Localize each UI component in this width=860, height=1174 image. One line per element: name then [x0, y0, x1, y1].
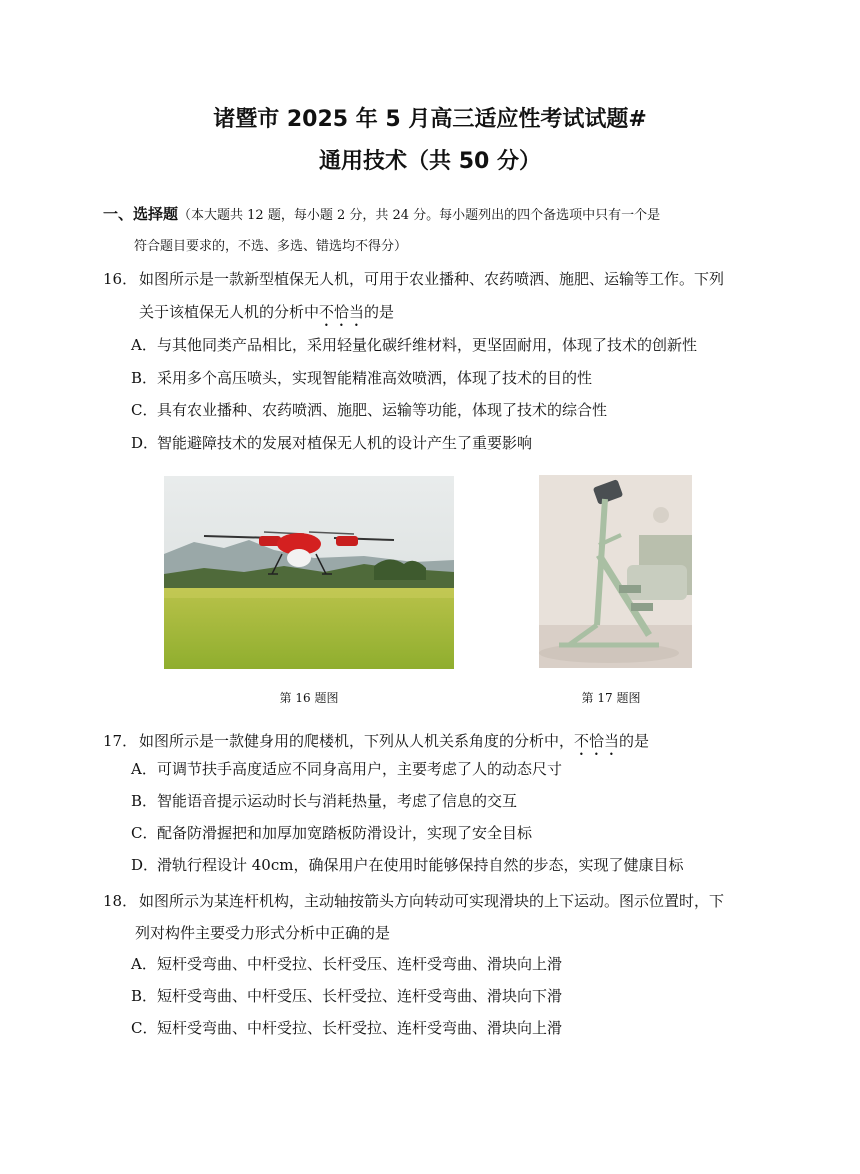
- q18-option-c[interactable]: [131, 1018, 562, 1038]
- option-label: D．: [131, 434, 159, 452]
- option-label: C．: [131, 1019, 158, 1037]
- q17-stem-post: 的是: [619, 732, 650, 750]
- option-text: 短杆受弯曲、中杆受拉、长杆受压、连杆受弯曲、滑块向上滑: [157, 955, 563, 973]
- option-text: 具有农业播种、农药喷洒、施肥、运输等功能，体现了技术的综合性: [157, 401, 608, 419]
- option-label: A．: [131, 760, 157, 778]
- q18-number: 18．: [103, 892, 138, 910]
- q17-stem-pre: 如图所示是一款健身用的爬楼机，下列从人机关系角度的分析中，: [139, 732, 575, 750]
- option-label: B．: [131, 369, 158, 387]
- q17-emphasis: 不恰当: [574, 732, 620, 750]
- q18-option-b[interactable]: [131, 986, 562, 1006]
- q16-option-c[interactable]: [131, 400, 607, 420]
- section-note-continued: 符合题目要求的，不选、多选、错选均不得分）: [134, 239, 408, 254]
- option-text: 采用多个高压喷头，实现智能精准高效喷洒，体现了技术的目的性: [157, 369, 593, 387]
- option-text: 智能避障技术的发展对植保无人机的设计产生了重要影响: [157, 434, 533, 452]
- q18-stem: [103, 891, 724, 911]
- q17-option-d[interactable]: [131, 855, 683, 875]
- q16-emphasis: 不恰当: [319, 303, 365, 321]
- option-text: 短杆受弯曲、中杆受拉、长杆受拉、连杆受弯曲、滑块向上滑: [157, 1019, 563, 1037]
- option-label: B．: [131, 792, 158, 810]
- option-label: A．: [131, 336, 157, 354]
- q16-stem: [103, 269, 724, 289]
- q17-number: 17．: [103, 732, 138, 750]
- q16-stem-line2: [139, 302, 394, 330]
- option-text: 与其他同类产品相比，采用轻量化碳纤维材料，更坚固耐用，体现了技术的创新性: [157, 336, 698, 354]
- q17-option-c[interactable]: [131, 823, 532, 843]
- option-text: 滑轨行程设计 40cm，确保用户在使用时能够保持自然的步态，实现了健康目标: [157, 856, 684, 874]
- option-text: 智能语音提示运动时长与消耗热量，考虑了信息的交互: [157, 792, 518, 810]
- option-label: C．: [131, 401, 158, 419]
- q16-number: 16．: [103, 270, 138, 288]
- q18-stem-line2: 列对构件主要受力形式分析中正确的是: [135, 924, 391, 942]
- option-label: B．: [131, 987, 158, 1005]
- section-heading: [103, 204, 660, 226]
- section-title: 一、选择题: [103, 205, 179, 223]
- section-note: （本大题共 12 题，每小题 2 分，共 24 分。每小题列出的四个备选项中只有一个是: [178, 208, 661, 223]
- option-label: A．: [131, 955, 157, 973]
- q16-caption: 第 16 题图: [279, 691, 339, 705]
- option-label: D．: [131, 856, 159, 874]
- q16-stem-line1: 如图所示是一款新型植保无人机，可用于农业播种、农药喷洒、施肥、运输等工作。下列: [139, 270, 725, 288]
- drone-image: [164, 476, 454, 669]
- q16-stem-pre: 关于该植保无人机的分析中: [139, 303, 320, 321]
- q16-stem-post: 的是: [364, 303, 395, 321]
- q16-option-d[interactable]: [131, 433, 532, 453]
- option-text: 可调节扶手高度适应不同身高用户，主要考虑了人的动态尺寸: [157, 760, 563, 778]
- option-text: 短杆受弯曲、中杆受压、长杆受拉、连杆受弯曲、滑块向下滑: [157, 987, 563, 1005]
- option-label: C．: [131, 824, 158, 842]
- q18-stem-line1: 如图所示为某连杆机构，主动轴按箭头方向转动可实现滑块的上下运动。图示位置时，下: [139, 892, 725, 910]
- q17-climber-photo: [539, 475, 692, 668]
- option-text: 配备防滑握把和加厚加宽踏板防滑设计，实现了安全目标: [157, 824, 533, 842]
- q16-option-b[interactable]: [131, 368, 592, 388]
- climber-image: [539, 475, 692, 668]
- q16-drone-photo: [164, 476, 454, 669]
- q17-option-b[interactable]: [131, 791, 517, 811]
- q17-stem: [103, 731, 649, 759]
- exam-subtitle: 通用技术（共 50 分）: [319, 149, 541, 174]
- q16-option-a[interactable]: [131, 335, 697, 355]
- q17-caption: 第 17 题图: [581, 691, 641, 705]
- exam-title: 诸暨市 2025 年 5 月高三适应性考试试题#: [213, 107, 647, 132]
- q17-option-a[interactable]: [131, 759, 562, 779]
- q18-option-a[interactable]: [131, 954, 562, 974]
